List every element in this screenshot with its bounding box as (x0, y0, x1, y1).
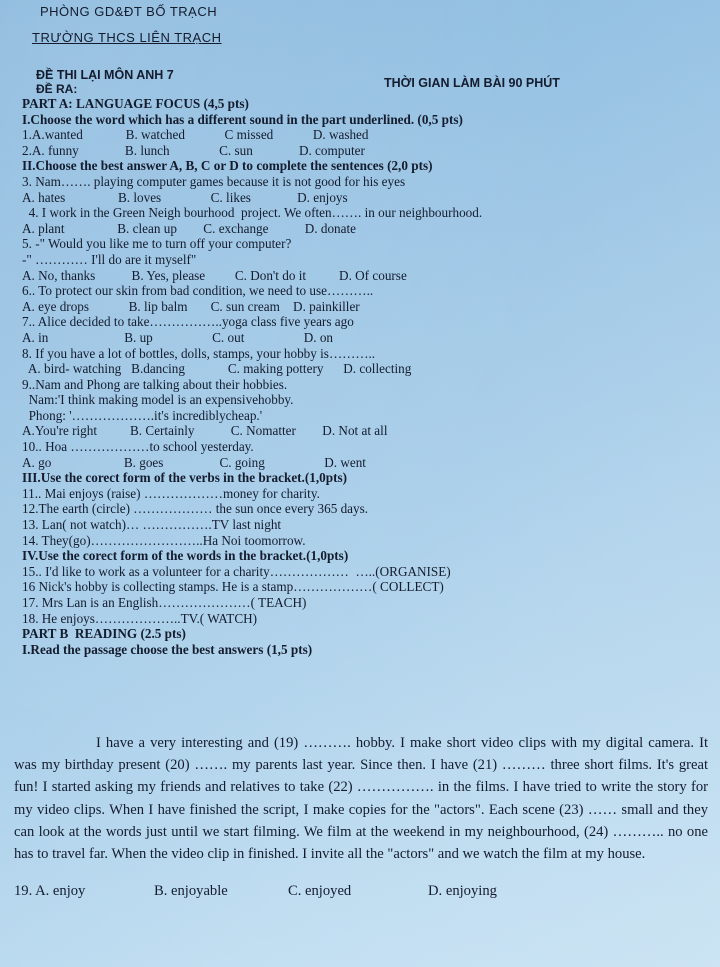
answer-options: A. hates B. loves C. likes D. enjoys (22, 189, 348, 205)
option-c: C. enjoyed (288, 883, 352, 899)
question-line: 3. Nam……. playing computer games because it is not good for his eyes (22, 173, 406, 189)
question-line: 2.A. funny B. lunch C. sun D. computer (22, 142, 365, 158)
section-2-heading: II.Choose the best answer A, B, C or D to complete the sentences (2,0 pts) (22, 158, 433, 174)
question-line: 16 Nick's hobby is collecting stamps. He is a stamp………………( COLLECT) (22, 579, 444, 595)
exam-time: THỜI GIAN LÀM BÀI 90 PHÚT (384, 76, 560, 90)
question-line: 17. Mrs Lan is an English…………………( TEACH) (22, 595, 307, 610)
question-line: 6.. To protect our skin from bad condition, we need to use……….. (22, 283, 374, 299)
section-1-heading: I.Choose the word which has a different sound in the part underlined. (0,5 pts) (22, 111, 463, 127)
reading-heading: I.Read the passage choose the best answers (1,5 pts) (22, 641, 313, 657)
question-line: 18. He enjoys………………..TV.( WATCH) (22, 610, 258, 626)
answer-options: A. go B. goes C. going D. went (22, 454, 366, 470)
question-line: Nam:'I think making model is an expensivehobby. (22, 392, 294, 408)
question-line: 9..Nam and Phong are talking about their hobbies. (22, 376, 288, 392)
question-line: 11.. Mai enjoys (raise) ………………money for charity. (22, 485, 320, 501)
answer-options: A. in B. up C. out D. on (22, 329, 334, 345)
school-name: TRƯỜNG THCS LIÊN TRẠCH (32, 30, 222, 45)
option-a: 19. A. enjoy (14, 883, 86, 899)
question-line: 5. -" Would you like me to turn off your computer? (22, 236, 292, 252)
option-b: B. enjoyable (154, 883, 228, 899)
question-line: 15.. I'd like to work as a volunteer for a charity……………… …..(ORGANISE) (22, 563, 451, 579)
section-4-heading: IV.Use the corect form of the words in the bracket.(1,0pts) (22, 548, 349, 564)
answer-options: A. No, thanks B. Yes, please C. Don't do it D. Of course (22, 267, 407, 283)
questions-section (22, 96, 712, 657)
section-3-heading: III.Use the corect form of the verbs in the bracket.(1,0pts) (22, 470, 347, 486)
part-a-heading: PART A: LANGUAGE FOCUS (4,5 pts) (22, 96, 249, 111)
question-line: 10.. Hoa ………………to school yesterday. (22, 439, 254, 455)
exam-title: ĐỀ THI LẠI MÔN ANH 7 (36, 68, 174, 82)
answer-options: A. eye drops B. lip balm C. sun cream D. painkiller (22, 298, 360, 314)
department-name: PHÒNG GD&ĐT BỐ TRẠCH (40, 4, 218, 19)
question-line: 8. If you have a lot of bottles, dolls, stamps, your hobby is……….. (22, 345, 376, 361)
question-line: 13. Lan( not watch)… …………….TV last night (22, 517, 282, 533)
passage-text: I have a very interesting and (19) ………. hobby. I make short video clips with my digital camera. It was my birthday present (20) ……. my parents last year. Since then. I have (21) ……… three short films. It's great fun! I started asking my friends and relatives to take (22) ……………. in the films. I have tried to write the story for my video clips. When I have finished the script, I make copies for the "actors". Each scene (23) …… small and they can look at the words just until we start filming. We film at the weekend in my neighbourhood, (24) ……….. no one has to travel far. When the video clip in finished. I invite all the "actors" and we watch the film at my house. (14, 735, 708, 863)
question-line: -" ………… I'll do are it myself" (22, 251, 197, 267)
answer-options: A. bird- watching B.dancing C. making pottery D. collecting (22, 361, 412, 377)
part-b-heading: PART B READING (2.5 pts) (22, 626, 186, 642)
question-line: 12.The earth (circle) ……………… the sun once every 365 days. (22, 501, 369, 517)
question-line: 7.. Alice decided to take……………..yoga class five years ago (22, 314, 354, 330)
answer-options: A. plant B. clean up C. exchange D. donate (22, 220, 357, 236)
question-line: 14. They(go)……………………..Ha Noi toomorrow. (22, 532, 306, 548)
option-d: D. enjoying (428, 883, 497, 899)
question-line: 1.A.wanted B. watched C missed D. washed (22, 127, 369, 143)
reading-passage (14, 732, 708, 865)
question-line: Phong: '……………….it's incrediblycheap.' (22, 407, 263, 423)
answer-options: A.You're right B. Certainly C. Nomatter D. Not at all (22, 423, 388, 439)
question-19-options (14, 883, 708, 905)
question-line: 4. I work in the Green Neigh bourhood project. We often……. in our neighbourhood. (22, 205, 483, 221)
exam-label: ĐỀ RA: (36, 82, 78, 96)
